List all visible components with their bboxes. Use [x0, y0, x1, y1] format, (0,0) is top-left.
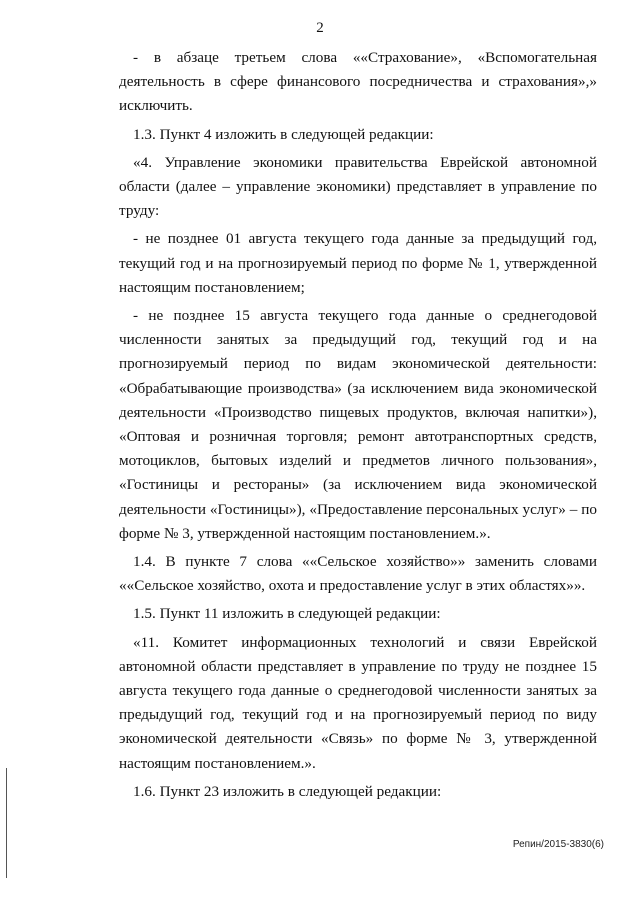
paragraph-1-6: 1.6. Пункт 23 изложить в следующей редакции: — [133, 782, 442, 800]
paragraph-1-5: 1.5. Пункт 11 изложить в следующей редакции: — [133, 605, 441, 623]
paragraph-item-4: «4. Управление экономики правительства Еврейской автономной области (далее – управление экономики) представляет в управление по труду: — [119, 153, 597, 220]
paragraph-item-11: «11. Комитет информационных технологий и связи Еврейской автономной области представляет в управление по труду не позднее 15 августа текущего года данные о среднегодовой численности занятых за предыдущий год, текущий год и на прогнозируемый период по виду экономической деятельности «Связь» по форме № 3, утвержденной настоящим постановлением.». — [119, 633, 597, 772]
page-number: 2 — [316, 20, 324, 36]
paragraph-exclusion: - в абзаце третьем слова ««Страхование», «Вспомогательная деятельность в сфере финансового посредничества и страхования»,» исключить. — [119, 49, 597, 115]
document-body — [119, 46, 597, 808]
paragraph-1-3: 1.3. Пункт 4 изложить в следующей редакции: — [133, 125, 434, 143]
document-code: Репин/2015-3830(6) — [512, 839, 604, 850]
paragraph-deadline-august-01: - не позднее 01 августа текущего года данные за предыдущий год, текущий год и на прогнозируемый период по форме № 1, утвержденной настоящим постановлением; — [119, 230, 597, 296]
paragraph-1-4: 1.4. В пункте 7 слова ««Сельское хозяйство»» заменить словами ««Сельское хозяйство, охота и предоставление услуг в этих областях»». — [119, 553, 597, 595]
paragraph-deadline-august-15: - не позднее 15 августа текущего года данные о среднегодовой численности занятых за предыдущий год, текущий год и на прогнозируемый период по видам экономической деятельности: «Обрабатывающие производства» (за исключением вида экономической деятельности «Производство пищевых продуктов, включая напитки»), «Оптовая и розничная торговля; ремонт автотранспортных средств, мотоциклов, бытовых изделий и предметов личного пользования», «Гостиницы и рестораны» (за исключением вида экономической деятельности «Гостиницы»), «Предоставление персональных услуг» – по форме № 3, утвержденной настоящим постановлением.». — [119, 307, 597, 542]
scan-margin-line — [6, 768, 7, 878]
